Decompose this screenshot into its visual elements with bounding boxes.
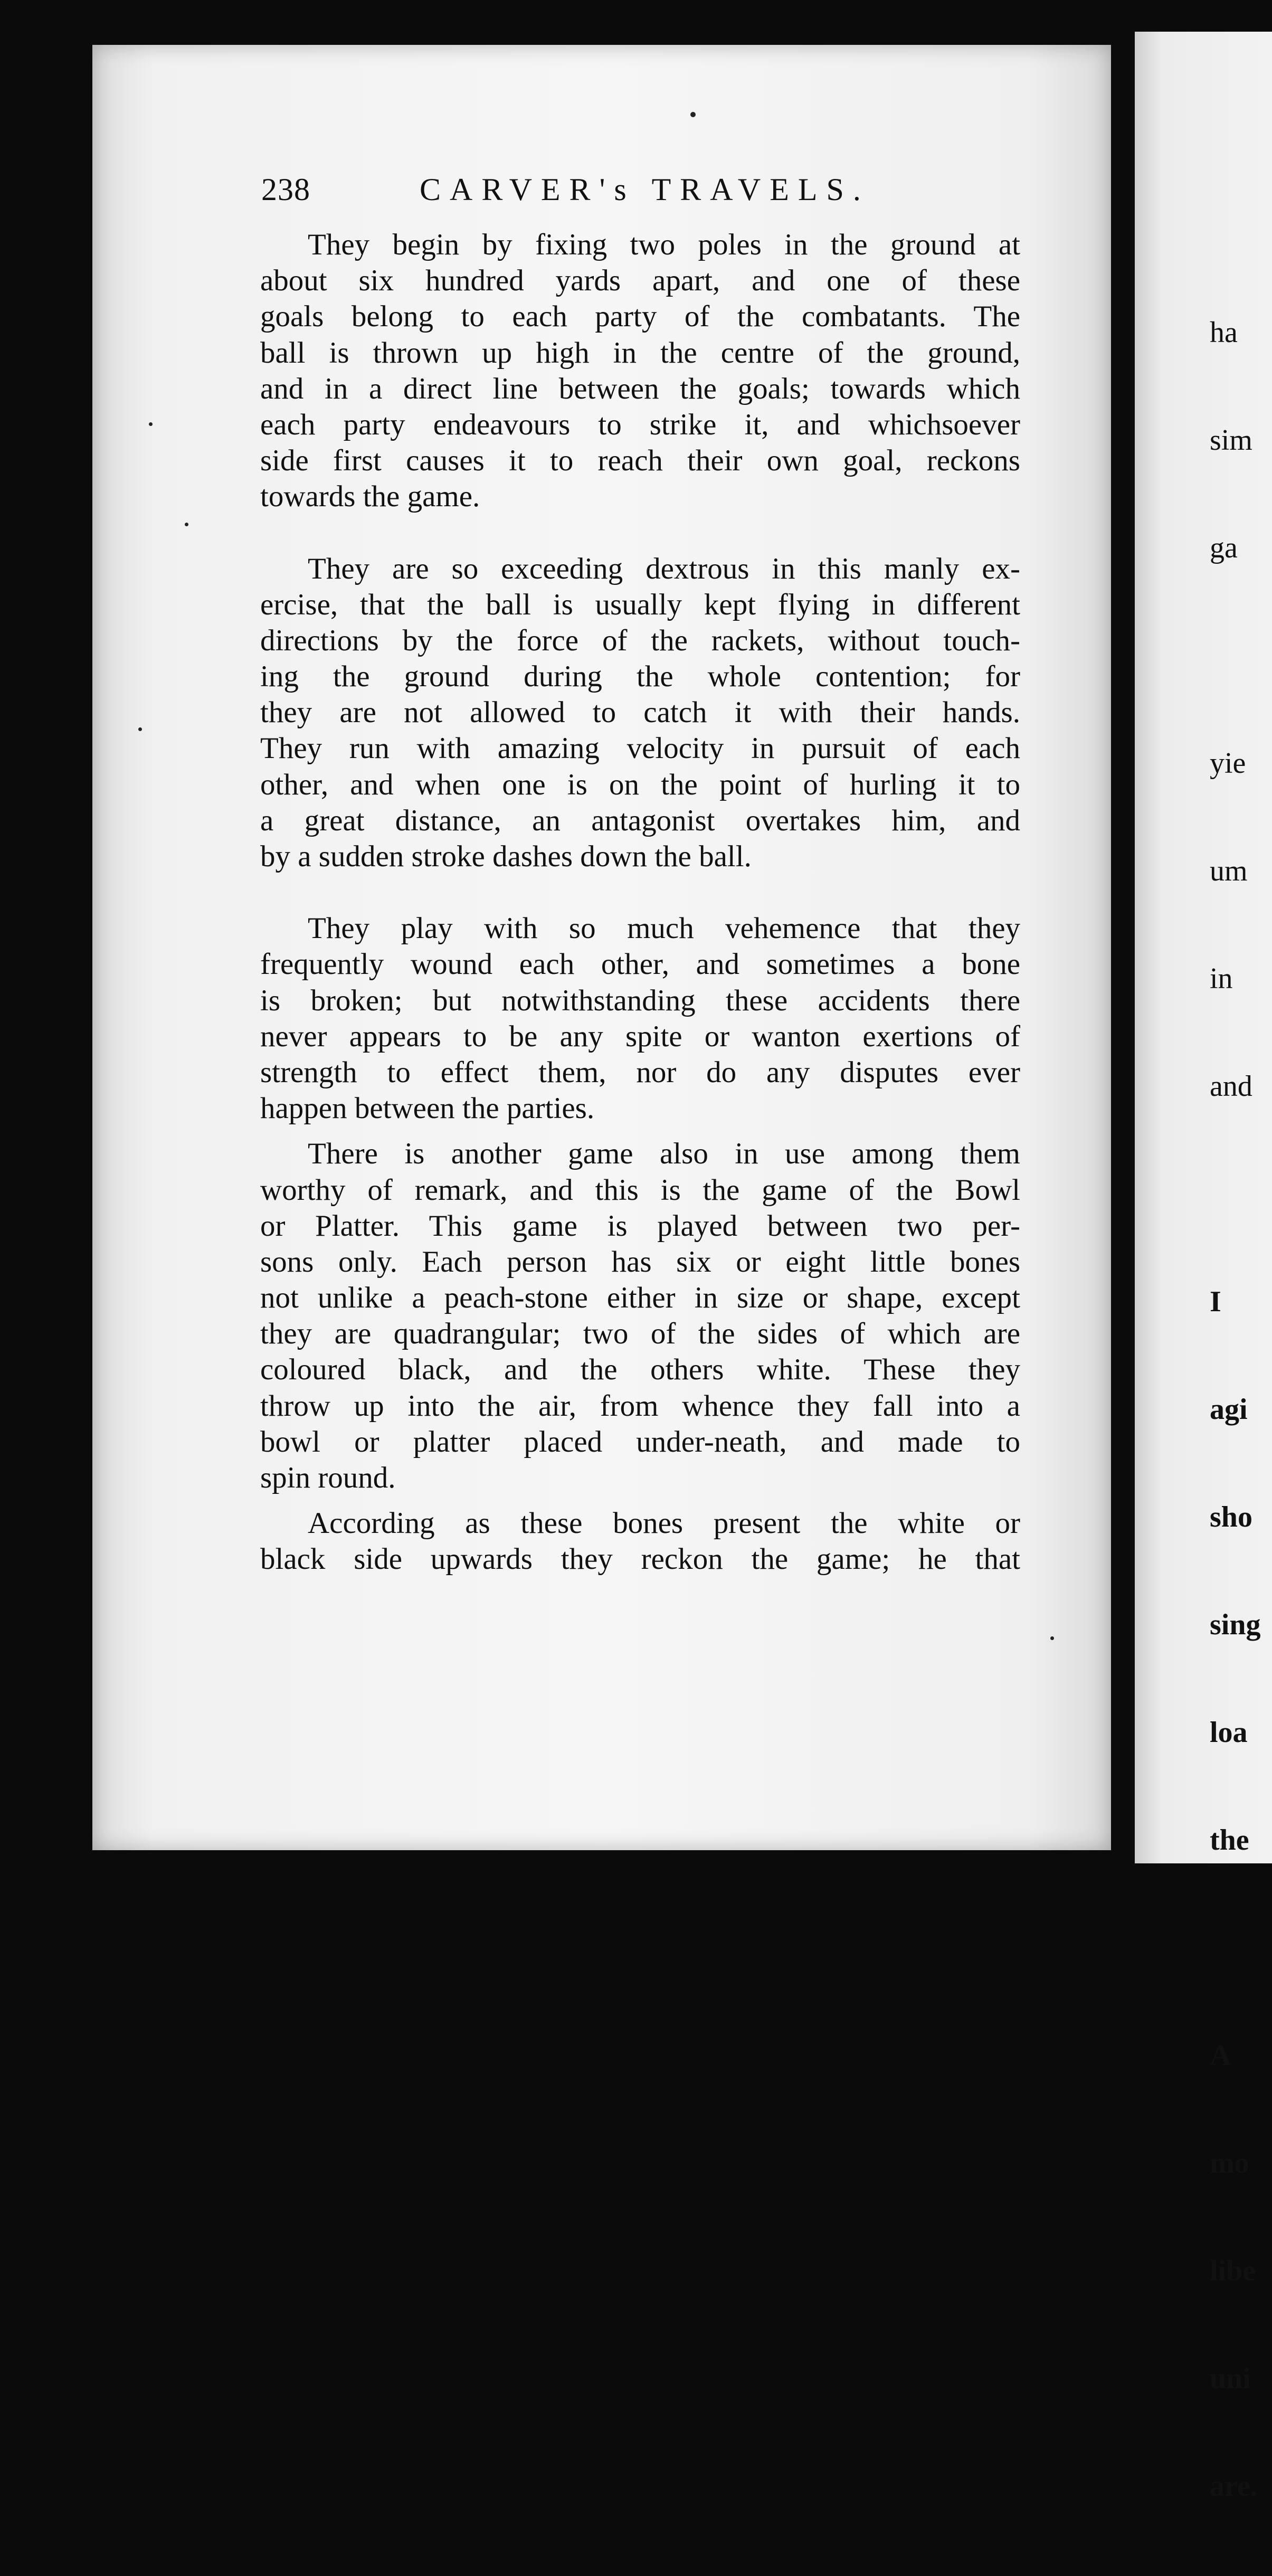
paragraph-2 — [260, 551, 1020, 875]
text-line: they are quadrangular; two of the sides of which are — [260, 1317, 1020, 1351]
paragraph-1 — [260, 227, 1020, 515]
facing-gap — [1210, 638, 1261, 674]
facing-line: and — [1210, 1070, 1252, 1103]
text-line: a great distance, an antagonist overtakes him, and — [260, 803, 1020, 837]
text-line: There is another game also in use among them — [308, 1137, 1020, 1171]
facing-line: agi — [1210, 1393, 1248, 1426]
facing-line: um — [1210, 855, 1248, 887]
paragraph-spacing — [260, 875, 1020, 911]
facing-page-text — [1210, 243, 1261, 2576]
facing-line: mo — [1210, 2147, 1249, 2180]
facing-line: loa — [1210, 1716, 1248, 1749]
facing-line: sing — [1210, 1608, 1261, 1641]
text-line: happen between the parties. — [260, 1092, 595, 1125]
text-line: They begin by fixing two poles in the ground at — [308, 228, 1020, 261]
ink-speck — [1050, 1636, 1054, 1640]
text-line: each party endeavours to strike it, and whichsoever — [260, 408, 1020, 441]
text-line: ball is thrown up high in the centre of the ground, — [260, 336, 1020, 370]
facing-line: in — [1210, 962, 1233, 995]
text-line: and in a direct line between the goals; towards which — [260, 372, 1020, 405]
text-line: goals belong to each party of the combatants. The — [260, 300, 1020, 334]
paragraph-3 — [260, 911, 1020, 1126]
facing-line: uni — [1210, 2362, 1251, 2395]
running-title: CARVER's TRAVELS. — [420, 172, 870, 207]
facing-line: the — [1210, 1824, 1249, 1857]
facing-line: sho — [1210, 1501, 1252, 1533]
text-line: sons only. Each person has six or eight little bones — [260, 1245, 1020, 1278]
text-line: they are not allowed to catch it with their hands. — [260, 696, 1020, 730]
ink-speck — [185, 523, 188, 526]
text-line: They play with so much vehemence that they — [308, 912, 1020, 945]
ink-speck — [149, 422, 153, 426]
text-line: worthy of remark, and this is the game of the Bowl — [260, 1173, 1020, 1207]
text-line: spin round. — [260, 1461, 396, 1494]
text-line: throw up into the air, from whence they fall into a — [260, 1389, 1020, 1423]
paragraph-4 — [260, 1136, 1020, 1496]
text-line: is broken; but notwithstanding these accidents there — [260, 983, 1020, 1017]
text-line: other, and when one is on the point of hurling it to — [260, 768, 1020, 801]
facing-line: ga — [1210, 532, 1238, 564]
facing-line: are. — [1210, 2470, 1258, 2503]
text-line: bowl or platter placed under-neath, and made to — [260, 1425, 1020, 1459]
text-line: not unlike a peach-stone either in size or shape, except — [260, 1281, 1020, 1315]
text-line: by a sudden stroke dashes down the ball. — [260, 840, 752, 873]
facing-line: I — [1210, 1285, 1221, 1318]
facing-line: sim — [1210, 424, 1252, 457]
body-text — [260, 227, 1020, 1578]
text-line: about six hundred yards apart, and one of these — [260, 264, 1020, 298]
running-head — [261, 172, 921, 219]
paragraph-spacing — [260, 1126, 1020, 1136]
paragraph-spacing — [260, 515, 1020, 551]
facing-line: yie — [1210, 747, 1246, 780]
text-line: strength to effect them, nor do any disputes ever — [260, 1055, 1020, 1089]
text-line: black side upwards they reckon the game; he that — [260, 1542, 1020, 1576]
text-line: ing the ground during the whole contention; for — [260, 660, 1020, 694]
text-line: or Platter. This game is played between two per- — [260, 1209, 1020, 1243]
text-line: They are so exceeding dextrous in this manly ex- — [308, 552, 1020, 585]
text-line: frequently wound each other, and sometimes a bone — [260, 948, 1020, 981]
text-line: According as these bones present the white or — [308, 1507, 1020, 1540]
text-line: They run with amazing velocity in pursuit of each — [260, 732, 1020, 765]
page-number: 238 — [261, 172, 310, 207]
text-line: coloured black, and the others white. These they — [260, 1353, 1020, 1387]
text-line: ercise, that the ball is usually kept flying in different — [260, 588, 1020, 621]
ink-speck — [690, 112, 696, 117]
facing-gap — [1210, 1176, 1261, 1212]
text-line: never appears to be any spite or wanton exertions of — [260, 1019, 1020, 1053]
facing-line: A — [1210, 2039, 1231, 2072]
facing-line: libe — [1210, 2255, 1256, 2287]
paragraph-5 — [260, 1505, 1020, 1577]
ink-speck — [138, 727, 142, 731]
facing-line: ha — [1210, 316, 1238, 349]
paragraph-spacing — [260, 1496, 1020, 1505]
facing-gap — [1210, 1930, 1261, 1966]
text-line: side first causes it to reach their own goal, reckons — [260, 444, 1020, 478]
text-line: towards the game. — [260, 480, 480, 514]
text-line: directions by the force of the rackets, without touch- — [260, 623, 1020, 657]
